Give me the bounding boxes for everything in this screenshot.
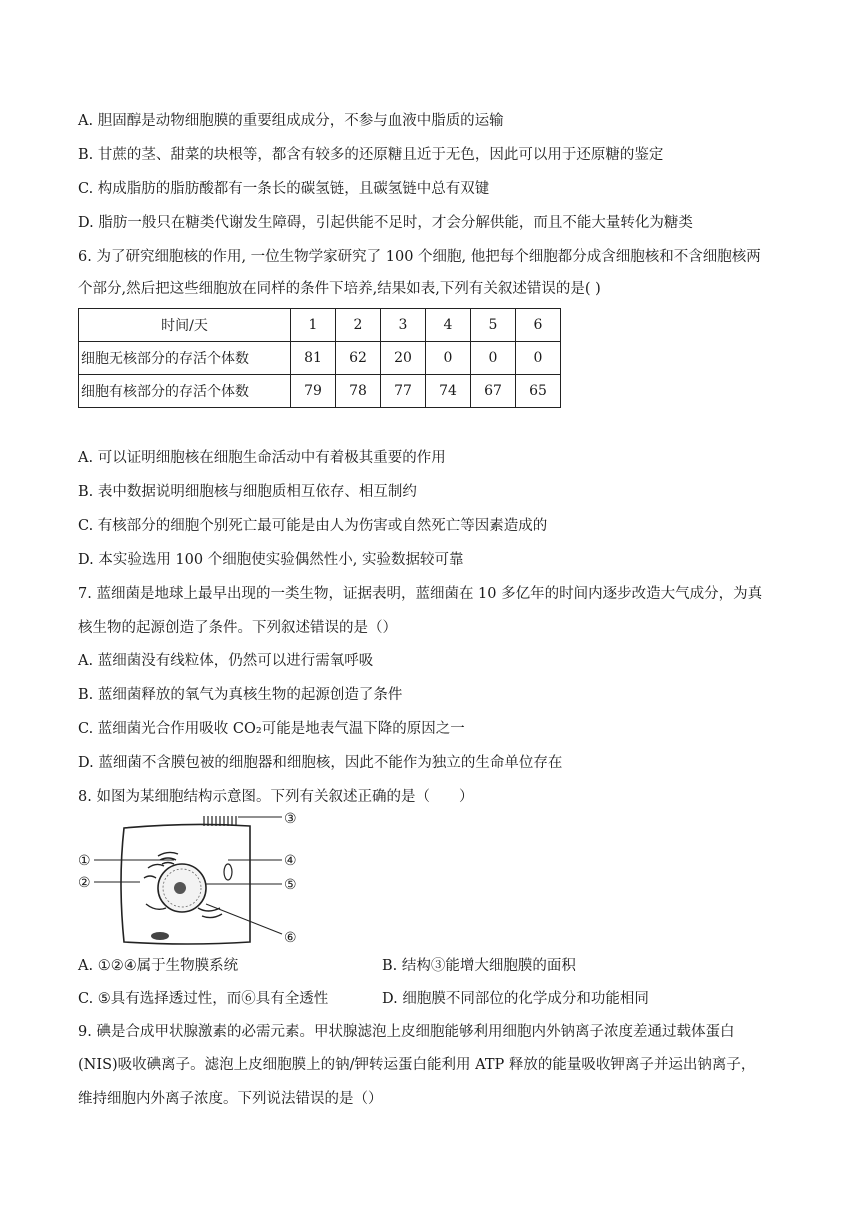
cell-structure-diagram (78, 812, 308, 948)
table-header-day: 5 (471, 309, 516, 342)
q8-stem: 8. 如图为某细胞结构示意图。下列有关叙述正确的是（ ） (78, 789, 474, 805)
table-row-label: 细胞有核部分的存活个体数 (79, 375, 291, 408)
table-cell: 65 (516, 375, 561, 408)
q5-option-c: C. 构成脂肪的脂肪酸都有一条长的碳氢链，且碳氢链中总有双键 (78, 181, 490, 197)
q7-option-a: A. 蓝细菌没有线粒体，仍然可以进行需氧呼吸 (78, 653, 374, 669)
table-cell: 78 (336, 375, 381, 408)
q9-stem-line-3: 维持细胞内外离子浓度。下列说法错误的是（） (78, 1091, 383, 1107)
diagram-label-6: ⑥ (284, 930, 297, 946)
diagram-label-1: ① (78, 853, 91, 869)
table-cell: 81 (291, 342, 336, 375)
diagram-label-2: ② (78, 875, 91, 891)
diagram-label-3: ③ (284, 812, 297, 827)
table-header-time: 时间/天 (79, 309, 291, 342)
q8-option-a: A. ①②④属于生物膜系统 (78, 958, 239, 974)
q7-option-b: B. 蓝细菌释放的氧气为真核生物的起源创造了条件 (78, 687, 403, 703)
table-cell: 77 (381, 375, 426, 408)
nucleolus (174, 882, 186, 894)
q6-option-b: B. 表中数据说明细胞核与细胞质相互依存、相互制约 (78, 484, 417, 500)
table-cell: 79 (291, 375, 336, 408)
q8-option-c: C. ⑤具有选择透过性，而⑥具有全透性 (78, 991, 329, 1007)
q7-option-c: C. 蓝细菌光合作用吸收 CO₂可能是地表气温下降的原因之一 (78, 721, 465, 737)
q6-stem-line-2: 个部分,然后把这些细胞放在同样的条件下培养,结果如表,下列有关叙述错误的是( ) (78, 281, 601, 297)
q7-option-d: D. 蓝细菌不含膜包被的细胞器和细胞核，因此不能作为独立的生命单位存在 (78, 755, 563, 771)
q7-stem-line-2: 核生物的起源创造了条件。下列叙述错误的是（） (78, 620, 397, 636)
table-cell: 0 (516, 342, 561, 375)
mitochondrion (151, 932, 169, 940)
table-header-day: 1 (291, 309, 336, 342)
table-cell: 0 (426, 342, 471, 375)
table-header-day: 4 (426, 309, 471, 342)
q6-option-d: D. 本实验选用 100 个细胞使实验偶然性小, 实验数据较可靠 (78, 552, 464, 568)
table-header-day: 3 (381, 309, 426, 342)
table-cell: 20 (381, 342, 426, 375)
table-cell: 67 (471, 375, 516, 408)
table-cell: 74 (426, 375, 471, 408)
q9-stem-line-2: (NIS)吸收碘离子。滤泡上皮细胞膜上的钠/钾转运蛋白能利用 ATP 释放的能量吸收钾离子并运出钠离子， (78, 1057, 756, 1073)
q8-option-d: D. 细胞膜不同部位的化学成分和功能相同 (382, 991, 649, 1007)
cell-diagram-svg (78, 812, 308, 948)
table-row (79, 342, 561, 375)
q8-option-b: B. 结构③能增大细胞膜的面积 (382, 958, 576, 974)
q5-option-a: A. 胆固醇是动物细胞膜的重要组成成分，不参与血液中脂质的运输 (78, 113, 504, 129)
q5-option-b: B. 甘蔗的茎、甜菜的块根等，都含有较多的还原糖且近于无色，因此可以用于还原糖的鉴定 (78, 147, 664, 163)
q6-stem-line-1: 6. 为了研究细胞核的作用, 一位生物学家研究了 100 个细胞, 他把每个细胞都分成含细胞核和不含细胞核两 (78, 249, 761, 265)
table-header-row (79, 309, 561, 342)
q6-data-table (78, 308, 561, 408)
q6-option-c: C. 有核部分的细胞个别死亡最可能是由人为伤害或自然死亡等因素造成的 (78, 518, 548, 534)
q5-option-d: D. 脂肪一般只在糖类代谢发生障碍，引起供能不足时，才会分解供能，而且不能大量转化为糖类 (78, 215, 693, 231)
q9-stem-line-1: 9. 碘是合成甲状腺激素的必需元素。甲状腺滤泡上皮细胞能够利用细胞内外钠离子浓度差通过载体蛋白 (78, 1024, 735, 1040)
table-cell: 0 (471, 342, 516, 375)
table-cell: 62 (336, 342, 381, 375)
table-header-day: 6 (516, 309, 561, 342)
q6-option-a: A. 可以证明细胞核在细胞生命活动中有着极其重要的作用 (78, 450, 446, 466)
diagram-label-5: ⑤ (284, 877, 297, 893)
table-row (79, 375, 561, 408)
table-row-label: 细胞无核部分的存活个体数 (79, 342, 291, 375)
diagram-label-4: ④ (284, 853, 297, 869)
table-header-day: 2 (336, 309, 381, 342)
q7-stem-line-1: 7. 蓝细菌是地球上最早出现的一类生物，证据表明，蓝细菌在 10 多亿年的时间内逐步改造大气成分，为真 (78, 586, 763, 602)
